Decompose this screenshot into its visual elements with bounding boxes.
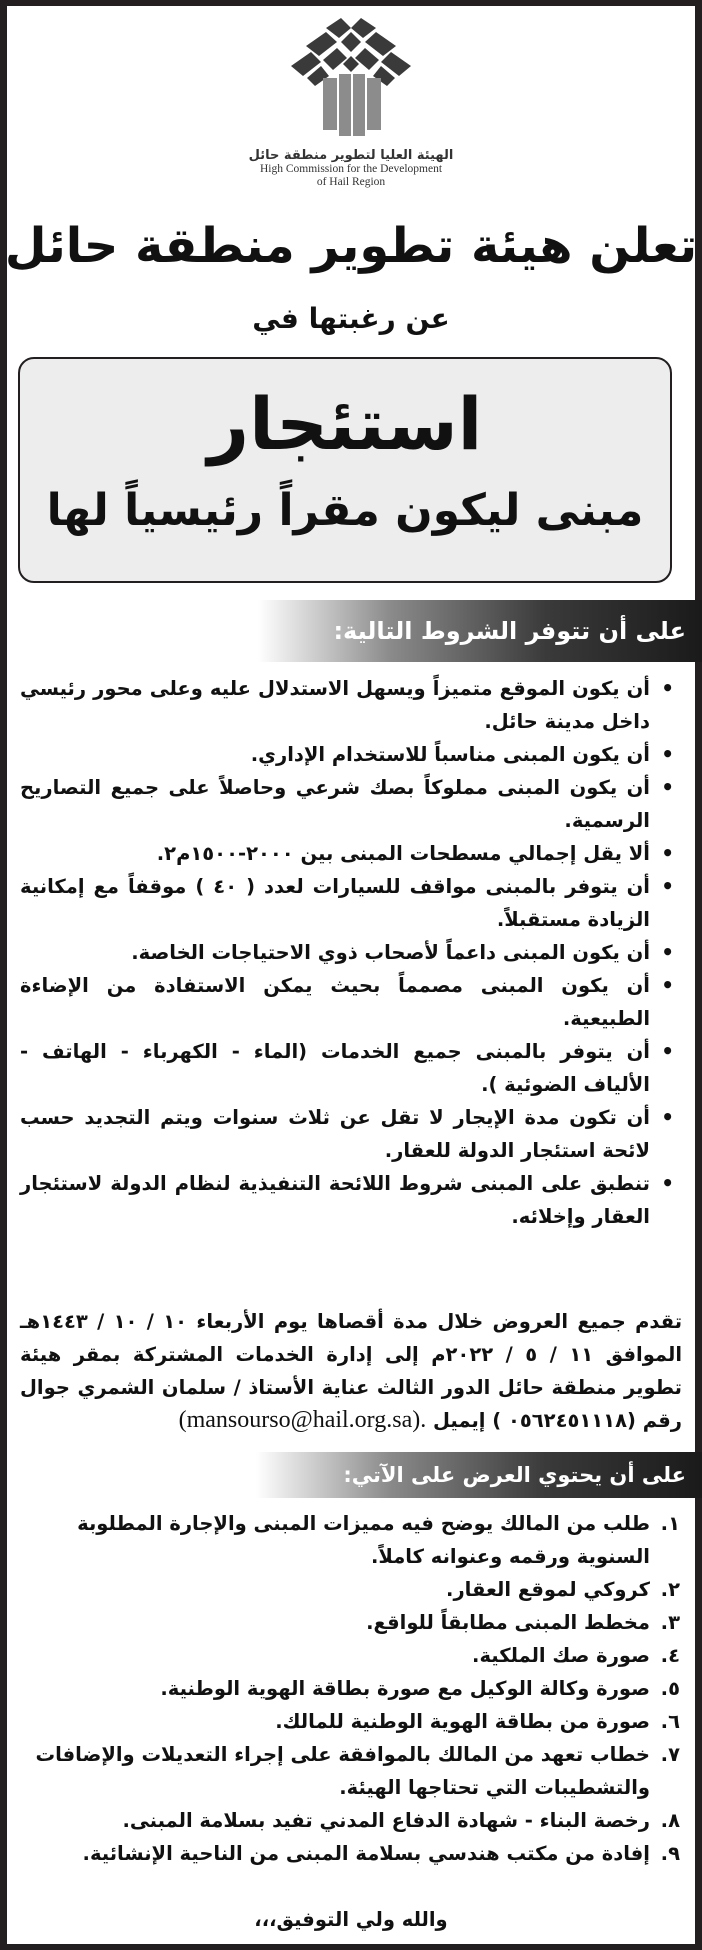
logo-english-line-1: High Commission for the Development xyxy=(259,163,443,175)
hail-commission-logo-icon xyxy=(271,6,431,146)
item-text: رخصة البناء - شهادة الدفاع المدني تفيد بسلامة المبنى. xyxy=(122,1809,650,1832)
sub-headline: عن رغبتها في xyxy=(252,302,450,335)
contact-email: (mansourso@hail.org.sa). xyxy=(178,1407,427,1433)
list-item xyxy=(20,1573,682,1606)
item-text: مخطط المبنى مطابقاً للواقع. xyxy=(366,1611,650,1634)
item-text: طلب من المالك يوضح فيه مميزات المبنى والإجارة المطلوبة السنوية ورقمه وعنوانه كاملاً. xyxy=(77,1512,650,1568)
closing-line: والله ولي التوفيق،،، xyxy=(254,1908,448,1931)
logo-block xyxy=(0,6,702,189)
list-item: • أن يكون الموقع متميزاً ويسهل الاستدلال عليه وعلى محور رئيسي داخل مدينة حائل. xyxy=(20,672,682,738)
item-number: ٤. xyxy=(660,1644,680,1667)
item-text: صورة صك الملكية. xyxy=(472,1644,650,1667)
item-number: ٢. xyxy=(660,1578,680,1601)
list-item xyxy=(20,1804,682,1837)
item-text: خطاب تعهد من المالك بالموافقة على إجراء التعديلات والإضافات والتشطيبات التي تحتاجها الهيئة. xyxy=(35,1743,650,1799)
item-number: ٣. xyxy=(660,1611,680,1634)
list-item: • أن يكون المبنى مصمماً بحيث يمكن الاستفادة من الإضاءة الطبيعية. xyxy=(20,969,682,1035)
item-number: ٦. xyxy=(660,1710,680,1733)
title-sub: مبنى ليكون مقراً رئيسياً لها xyxy=(46,485,644,536)
headline: تعلن هيئة تطوير منطقة حائل xyxy=(4,218,698,274)
conditions-heading: على أن تتوفر الشروط التالية: xyxy=(258,600,702,662)
list-item: • أن يتوفر بالمبنى مواقف للسيارات لعدد ( ٤٠ ) موقفاً مع إمكانية الزيادة مستقبلاً. xyxy=(20,870,682,936)
list-item xyxy=(20,1672,682,1705)
logo-english-line-2: of Hail Region xyxy=(316,176,386,188)
item-text: كروكي لموقع العقار. xyxy=(446,1578,650,1601)
title-box xyxy=(18,357,672,583)
list-item xyxy=(20,1507,682,1573)
submission-text: تقدم جميع العروض خلال مدة أقصاها يوم الأربعاء ١٠ / ١٠ / ١٤٤٣هـ الموافق ١١ / ٥ / ٢٠٢٢م إلى إدارة الخدمات المشتركة بمقر هيئة تطوير منطقة حائل الدور الثالث عناية الأستاذ / سلمان الشمري جوال رقم (٠٥٦٢٤٥١١١٨ ) إيميل xyxy=(20,1310,683,1432)
list-item xyxy=(20,1606,682,1639)
list-item xyxy=(20,1639,682,1672)
title-main: استئجار xyxy=(207,382,483,466)
list-item: • أن تكون مدة الإيجار لا تقل عن ثلاث سنوات ويتم التجديد حسب لائحة استئجار الدولة للعقار. xyxy=(20,1101,682,1167)
submission-paragraph xyxy=(20,1305,682,1437)
logo-arabic-name: الهيئة العليا لتطوير منطقة حائل xyxy=(248,148,454,163)
list-item: • تنطبق على المبنى شروط اللائحة التنفيذية لنظام الدولة لاستئجار العقار وإخلائه. xyxy=(20,1167,682,1233)
list-item xyxy=(20,1837,682,1870)
item-number: ٩. xyxy=(660,1842,680,1865)
list-item xyxy=(20,1705,682,1738)
item-number: ١. xyxy=(660,1512,680,1535)
item-text: صورة وكالة الوكيل مع صورة بطاقة الهوية الوطنية. xyxy=(160,1677,650,1700)
item-text: إفادة من مكتب هندسي بسلامة المبنى من الناحية الإنشائية. xyxy=(82,1842,650,1865)
list-item: • أن يكون المبنى داعماً لأصحاب ذوي الاحتياجات الخاصة. xyxy=(20,936,682,969)
documents-heading: على أن يحتوي العرض على الآتي: xyxy=(256,1452,702,1498)
list-item: • ألا يقل إجمالي مسطحات المبنى بين ٢٠٠٠-١٥٠٠م٢. xyxy=(20,837,682,870)
list-item: • أن يكون المبنى مناسباً للاستخدام الإداري. xyxy=(20,738,682,771)
item-number: ٨. xyxy=(660,1809,680,1832)
item-number: ٥. xyxy=(660,1677,680,1700)
item-text: صورة من بطاقة الهوية الوطنية للمالك. xyxy=(275,1710,650,1733)
list-item xyxy=(20,1738,682,1804)
documents-list xyxy=(20,1507,682,1870)
conditions-list xyxy=(20,672,682,1233)
list-item: • أن يكون المبنى مملوكاً بصك شرعي وحاصلاً على جميع التصاريح الرسمية. xyxy=(20,771,682,837)
list-item: • أن يتوفر بالمبنى جميع الخدمات (الماء - الكهرباء - الهاتف - الألياف الضوئية ). xyxy=(20,1035,682,1101)
item-number: ٧. xyxy=(660,1743,680,1766)
